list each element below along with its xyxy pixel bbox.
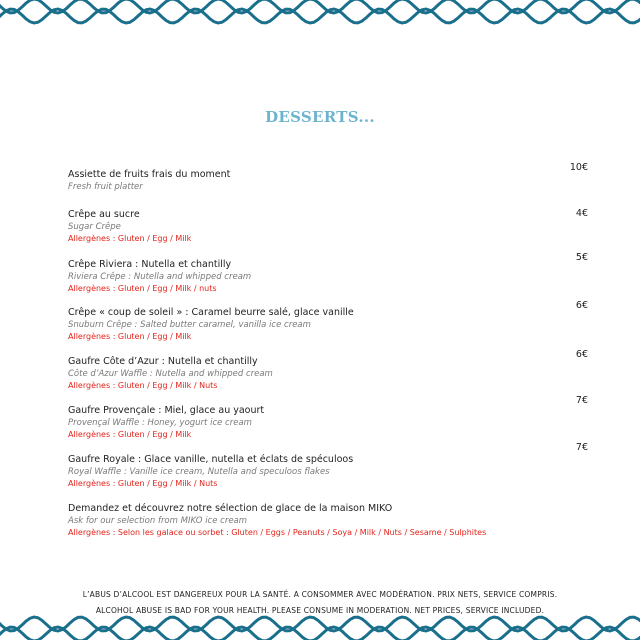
item-translation: Snuburn Crêpe : Salted butter caramel, vanilla ice cream — [68, 320, 311, 330]
item-price: 4€ — [575, 208, 588, 219]
item-price: 7€ — [575, 442, 588, 453]
item-translation: Royal Waffle : Vanille ice cream, Nutella and speculoos flakes — [68, 467, 330, 477]
menu-item — [68, 442, 588, 502]
item-name: Gaufre Provençale : Miel, glace au yaourt — [68, 405, 265, 416]
menu-item — [68, 395, 588, 453]
item-translation: Côte d’Azur Waffle : Nutella and whipped cream — [68, 369, 273, 379]
item-price: 6€ — [575, 349, 588, 360]
item-translation: Sugar Crêpe — [68, 222, 121, 232]
item-price: 10€ — [569, 162, 588, 173]
menu-item — [68, 252, 588, 306]
item-translation: Ask for our selection from MIKO ice cream — [68, 516, 248, 526]
item-translation: Provençal Waffle : Honey, yogurt ice cream — [68, 418, 252, 428]
item-name: Gaufre Côte d’Azur : Nutella et chantilly — [68, 356, 258, 367]
menu-item — [68, 300, 588, 355]
item-allergens: Allergènes : Gluten / Egg / Milk — [68, 332, 192, 341]
wave-border-bottom — [0, 600, 640, 640]
item-price: 7€ — [575, 395, 588, 406]
item-name: Assiette de fruits frais du moment — [68, 169, 231, 180]
item-allergens: Allergènes : Selon les galace ou sorbet : Gluten / Eggs / Peanuts / Soya / Milk / Nuts / Sesame / Sulphites — [68, 528, 487, 537]
item-price: 6€ — [575, 300, 588, 311]
wave-border-top — [0, 0, 640, 40]
item-price: 5€ — [575, 252, 588, 263]
item-name: Gaufre Royale : Glace vanille, nutella et éclats de spéculoos — [68, 454, 354, 465]
dessert-menu — [68, 162, 588, 542]
menu-item — [68, 208, 588, 258]
menu-item — [68, 162, 588, 208]
item-allergens: Allergènes : Gluten / Egg / Milk / Nuts — [68, 381, 218, 390]
item-allergens: Allergènes : Gluten / Egg / Milk / Nuts — [68, 479, 218, 488]
footer-disclaimer-en: ALCOHOL ABUSE IS BAD FOR YOUR HEALTH. PLEASE CONSUME IN MODERATION. NET PRICES, SERVICE INCLUDED. — [95, 606, 545, 615]
page-title: DESSERTS... — [265, 108, 375, 126]
item-allergens: Allergènes : Gluten / Egg / Milk / nuts — [68, 284, 217, 293]
menu-item — [68, 349, 588, 404]
item-allergens: Allergènes : Gluten / Egg / Milk — [68, 430, 192, 439]
item-translation: Riviera Crêpe : Nutella and whipped cream — [68, 272, 252, 282]
item-translation: Fresh fruit platter — [68, 182, 143, 192]
item-name: Crêpe Riviera : Nutella et chantilly — [68, 259, 232, 270]
item-name: Crêpe « coup de soleil » : Caramel beurre salé, glace vanille — [68, 307, 354, 318]
item-name: Demandez et découvrez notre sélection de glace de la maison MIKO — [68, 503, 393, 514]
item-allergens: Allergènes : Gluten / Egg / Milk — [68, 234, 192, 243]
footer-disclaimer-fr: L’ABUS D’ALCOOL EST DANGEREUX POUR LA SANTÉ. A CONSOMMER AVEC MODÉRATION. PRIX NETS, SERVICE COMPRIS. — [82, 590, 558, 599]
item-name: Crêpe au sucre — [68, 209, 140, 220]
menu-item — [68, 502, 588, 542]
